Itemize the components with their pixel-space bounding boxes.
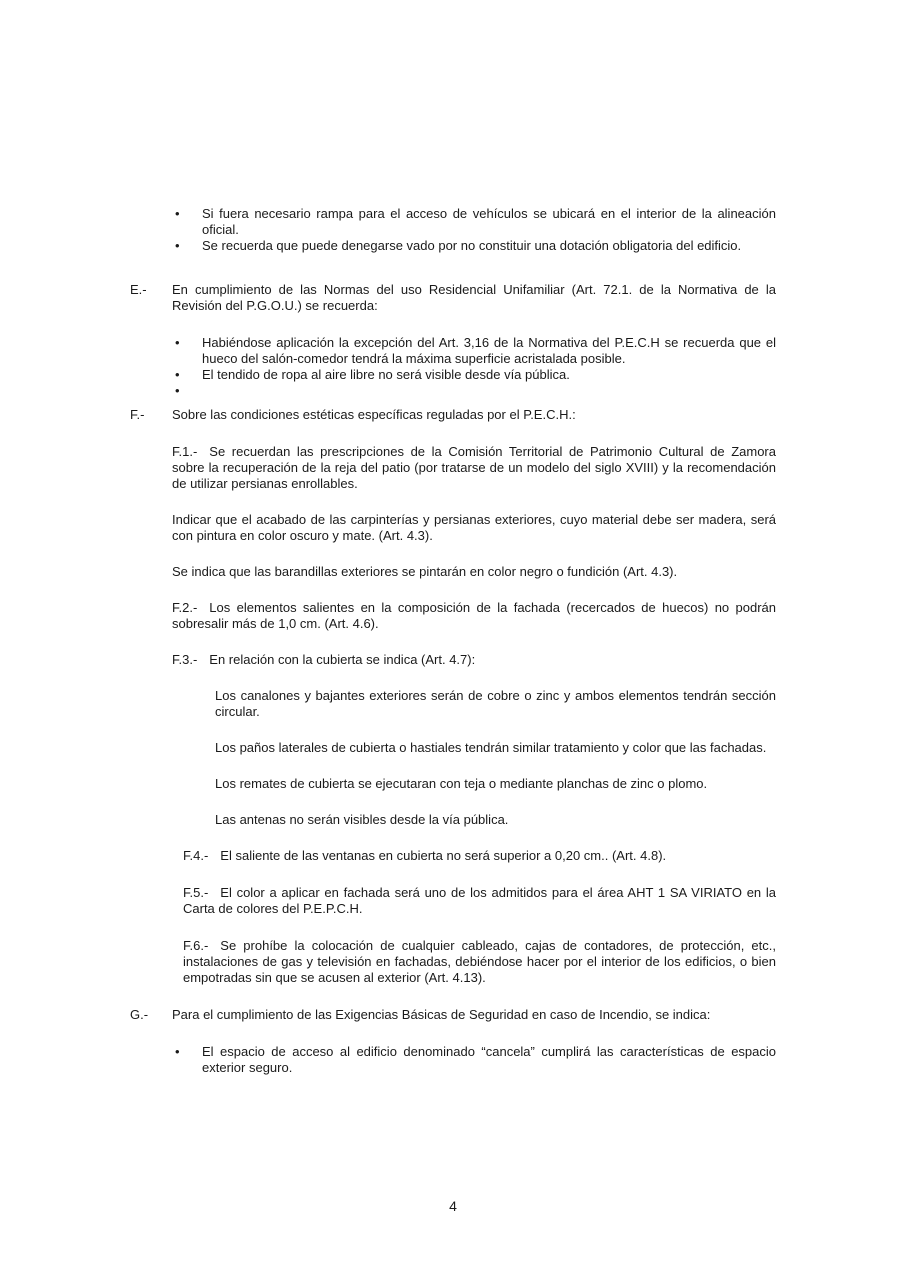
paragraph [215, 812, 776, 828]
paragraph-f2 [172, 600, 776, 632]
section-label: E.- [130, 282, 147, 297]
list-item-empty [172, 383, 776, 399]
section-e [130, 282, 776, 314]
list-item-text: El espacio de acceso al edificio denominado “cancela” cumplirá las características de espacio exterior seguro. [202, 1044, 776, 1075]
bullet-icon: • [175, 206, 180, 221]
paragraph-f5 [183, 885, 776, 917]
list-item [172, 206, 776, 238]
paragraph-text: Los canalones y bajantes exteriores serán de cobre o zinc y ambos elementos tendrán sección circular. [215, 688, 776, 719]
clause-label: F.3.- [172, 652, 198, 667]
list-item-text: El tendido de ropa al aire libre no será visible desde vía pública. [202, 367, 570, 382]
document-content [130, 206, 776, 1104]
clause-label: F.5.- [183, 885, 209, 900]
paragraph-text: Se prohíbe la colocación de cualquier cableado, cajas de contadores, de protección, etc., instalaciones de gas y televisión en fachadas, debiéndose hacer por el interior de los edificios, o bien empotradas sin que se acusen al exterior (Art. 4.13). [183, 938, 776, 985]
section-f [130, 407, 776, 423]
paragraph-f4 [183, 848, 776, 864]
bullet-icon: • [175, 335, 180, 350]
paragraph [172, 564, 776, 580]
bullet-icon: • [175, 367, 180, 382]
paragraph [215, 688, 776, 720]
paragraph [215, 776, 776, 792]
clause-label: F.6.- [183, 938, 209, 953]
section-text: Sobre las condiciones estéticas específicas reguladas por el P.E.C.H.: [172, 407, 576, 422]
clause-label: F.1.- [172, 444, 198, 459]
bullet-list-section-e [130, 335, 776, 399]
paragraph-text: Indicar que el acabado de las carpinterías y persianas exteriores, cuyo material debe ser madera, será con pintura en color oscuro y mate. (Art. 4.3). [172, 512, 776, 543]
paragraph-text: Las antenas no serán visibles desde la vía pública. [215, 812, 509, 827]
bullet-icon: • [175, 238, 180, 253]
paragraph-text: El saliente de las ventanas en cubierta no será superior a 0,20 cm.. (Art. 4.8). [220, 848, 667, 863]
paragraph-text: Los remates de cubierta se ejecutaran con teja o mediante planchas de zinc o plomo. [215, 776, 708, 791]
paragraph-f3 [172, 652, 776, 668]
page-number: 4 [449, 1198, 457, 1214]
section-label: F.- [130, 407, 145, 422]
paragraph-text: Los elementos salientes en la composición de la fachada (recercados de huecos) no podrán sobresalir más de 1,0 cm. (Art. 4.6). [172, 600, 776, 631]
bullet-icon: • [175, 383, 180, 398]
list-item-text: Se recuerda que puede denegarse vado por no constituir una dotación obligatoria del edificio. [202, 238, 742, 253]
list-item [172, 335, 776, 367]
paragraph [172, 512, 776, 544]
bullet-icon: • [175, 1044, 180, 1059]
section-g [130, 1007, 776, 1023]
paragraph-text: Se indica que las barandillas exteriores se pintarán en color negro o fundición (Art. 4.3). [172, 564, 678, 579]
clause-label: F.2.- [172, 600, 198, 615]
list-item [172, 238, 776, 254]
list-item [172, 1044, 776, 1076]
paragraph [215, 740, 776, 756]
paragraph-text: El color a aplicar en fachada será uno de los admitidos para el área AHT 1 SA VIRIATO en la Carta de colores del P.E.P.C.H. [183, 885, 776, 916]
list-item-text: Habiéndose aplicación la excepción del Art. 3,16 de la Normativa del P.E.C.H se recuerda que el hueco del salón-comedor tendrá la máxima superficie acristalada posible. [202, 335, 776, 366]
list-item [172, 367, 776, 383]
list-item-text [202, 383, 776, 399]
clause-label: F.4.- [183, 848, 209, 863]
section-label: G.- [130, 1007, 149, 1022]
section-text: Para el cumplimiento de las Exigencias Básicas de Seguridad en caso de Incendio, se indica: [172, 1007, 711, 1022]
paragraph-text: Se recuerdan las prescripciones de la Comisión Territorial de Patrimonio Cultural de Zamora sobre la recuperación de la reja del patio (por tratarse de un modelo del siglo XVIII) y la recomendación de utilizar persianas enrollables. [172, 444, 776, 491]
paragraph-f6 [183, 938, 776, 986]
list-item-text: Si fuera necesario rampa para el acceso de vehículos se ubicará en el interior de la alineación oficial. [202, 206, 776, 237]
bullet-list-section-g [130, 1044, 776, 1076]
paragraph-text: Los paños laterales de cubierta o hastiales tendrán similar tratamiento y color que las fachadas. [215, 740, 767, 755]
paragraph-text: En relación con la cubierta se indica (Art. 4.7): [209, 652, 476, 667]
bullet-list-top [130, 206, 776, 254]
paragraph-f1 [172, 444, 776, 492]
section-text: En cumplimiento de las Normas del uso Residencial Unifamiliar (Art. 72.1. de la Normativa de la Revisión del P.G.O.U.) se recuerda: [172, 282, 776, 313]
